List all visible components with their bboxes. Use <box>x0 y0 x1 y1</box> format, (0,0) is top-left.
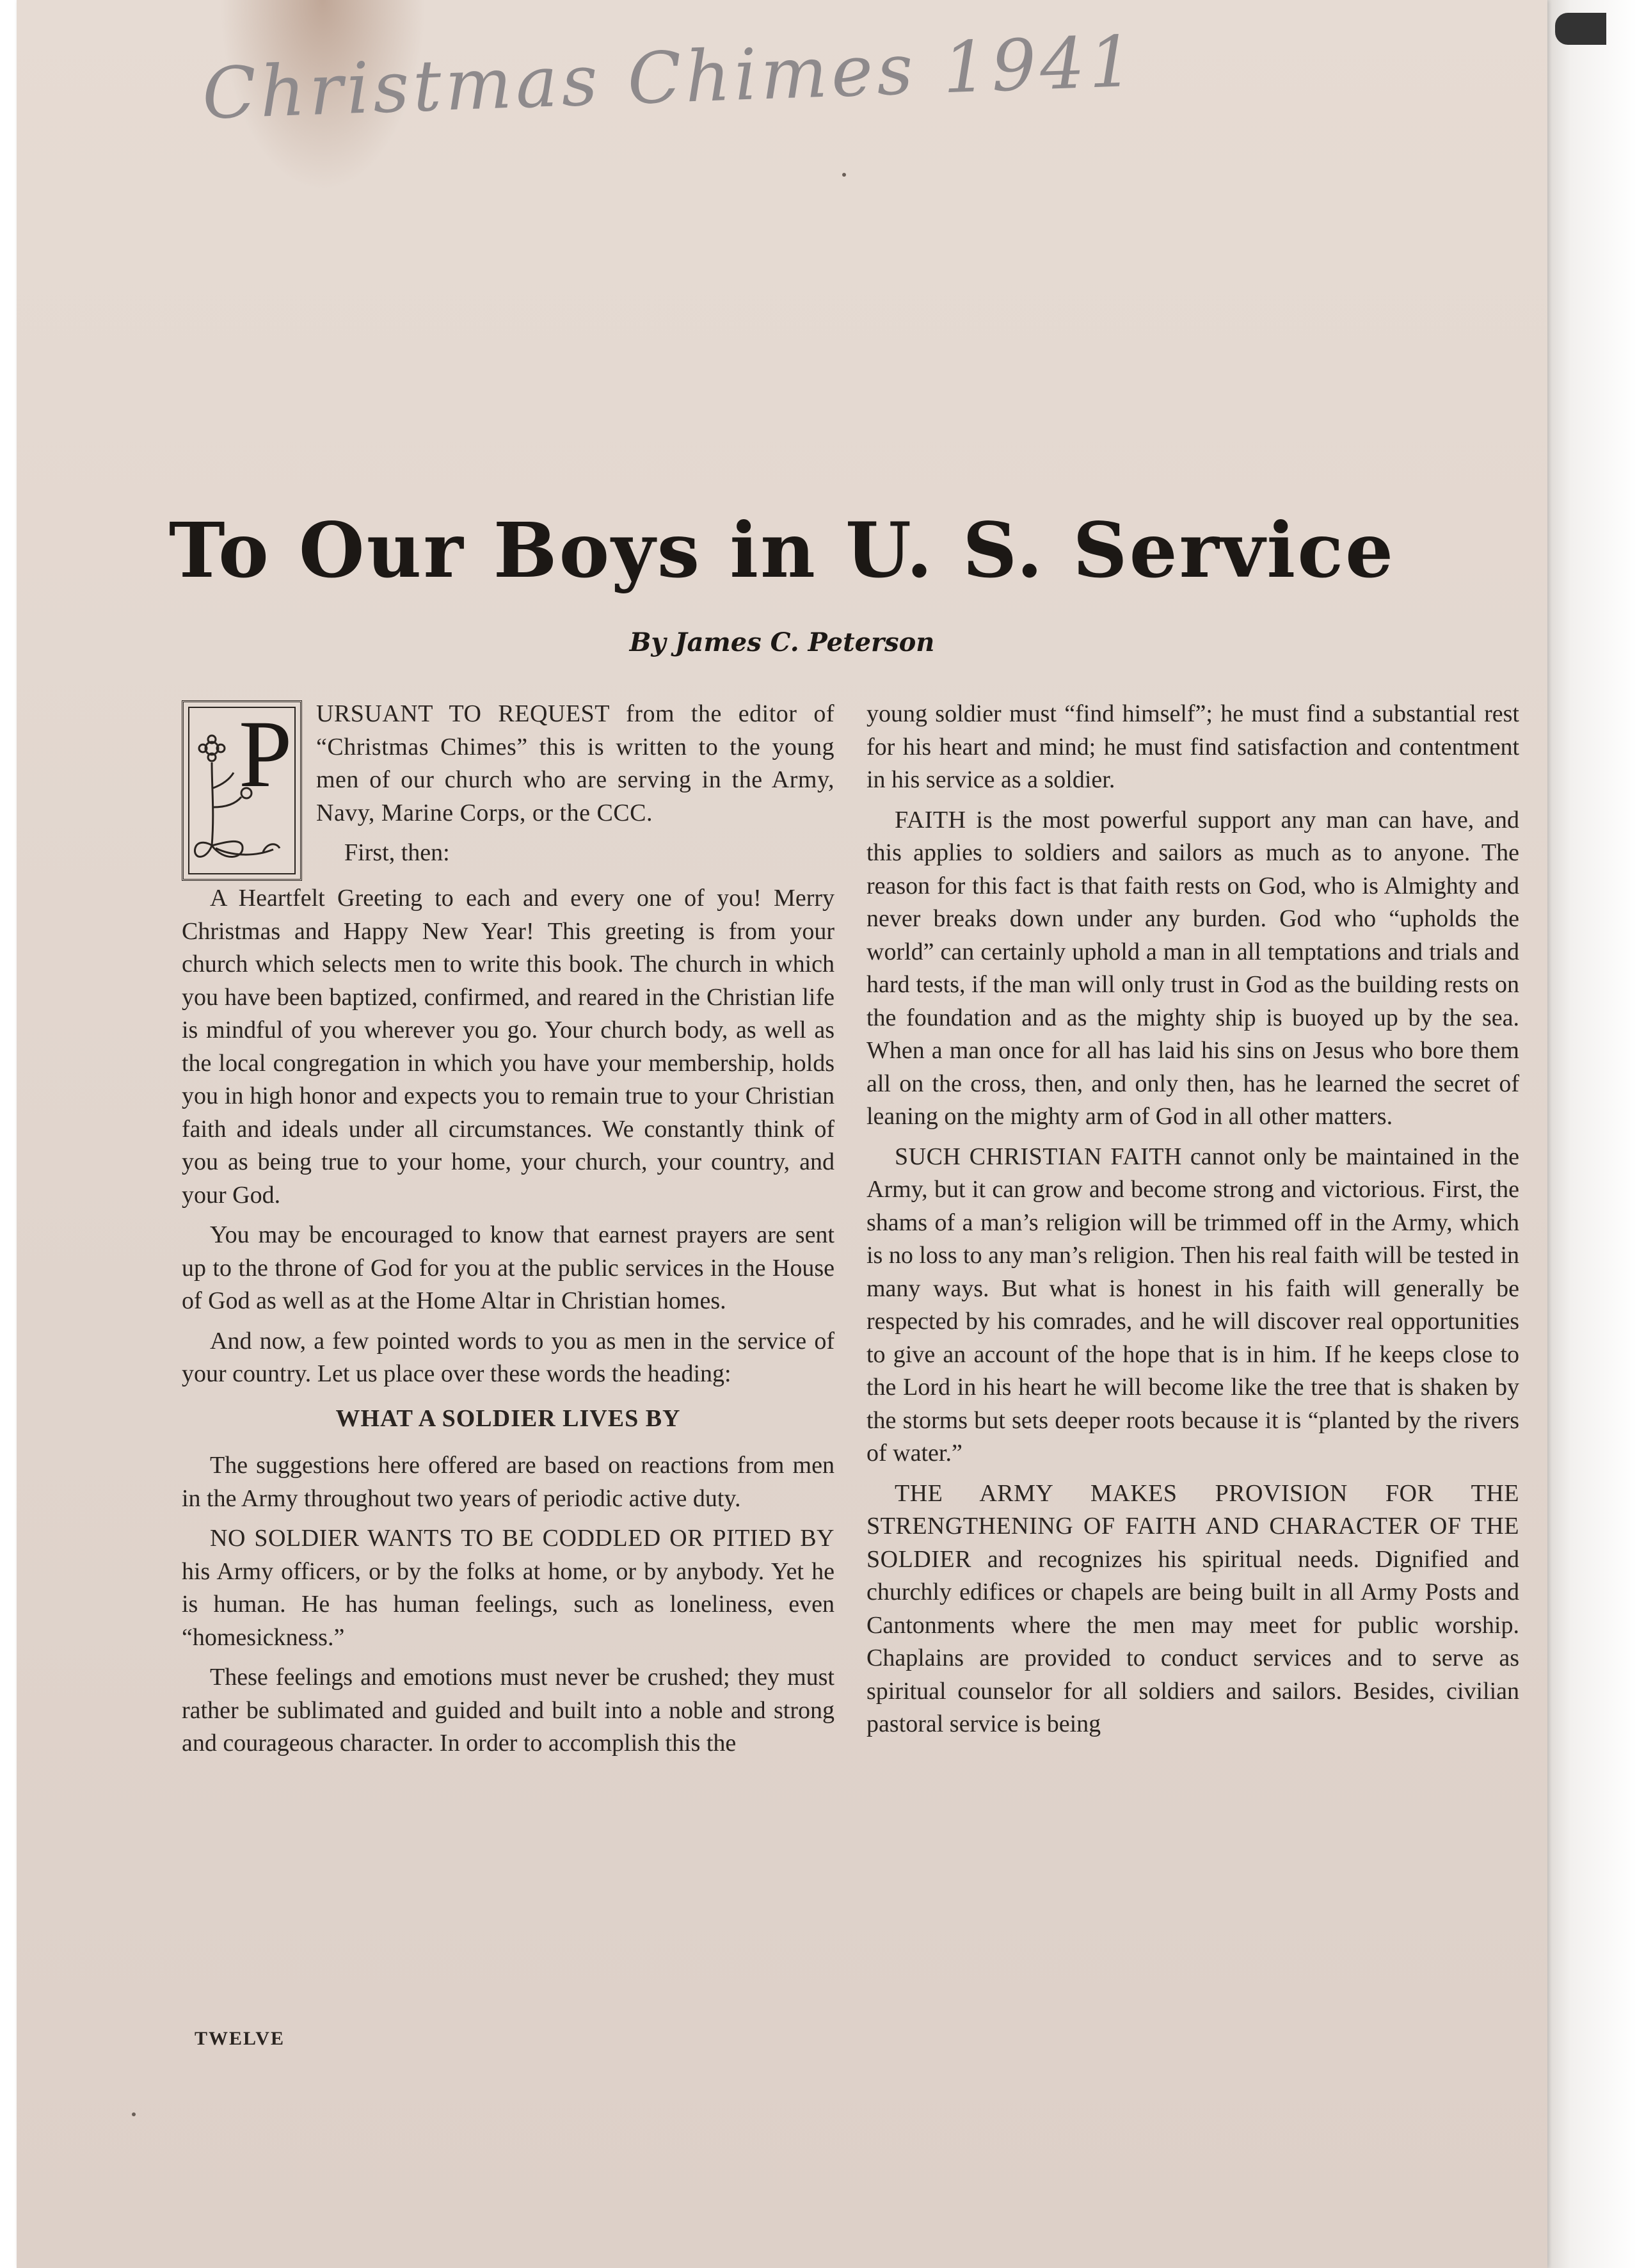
paragraph: First, then: <box>344 839 450 866</box>
lead-in-caps: SUCH CHRISTIAN FAITH <box>895 1143 1182 1170</box>
paragraph: And now, a few pointed words to you as men in the service of your country. Let us place over these words the heading: <box>182 1327 834 1387</box>
paper-speck <box>132 2112 136 2116</box>
handwritten-note: Christmas Chimes 1941 <box>200 20 1139 135</box>
paragraph: A Heartfelt Greeting to each and every one of you! Merry Christmas and Happy New Year! This greeting is from your church which selects men to write this book. The church in which you have been baptized, confirmed, and reared in the Christian life is mindful of you wherever you go. Your church body, as well as the local congregation in which you have your membership, holds you in high honor and expects you to remain true to your Christian faith and ideals under all circumstances. We constantly think of you as being true to your home, your church, your country, and your God. <box>182 885 834 1209</box>
paragraph: You may be encouraged to know that earnest prayers are sent up to the throne of God for you at the public services in the House of God as well as at the Home Altar in Christian homes. <box>182 1221 834 1314</box>
paragraph-text: is the most powerful support any man can have, and this applies to soldiers and sailors as much as to anyone. The reason for this fact is that faith rests on God, who is Almighty and never breaks down under any burden. God who “upholds the world” can certainly uphold a man in all temptations and trials and hard tests, if the man will only trust in God as the building rests on the foundation and as the mighty ship is buoyed up by the sea. When a man once for all has laid his sins on Jesus who bore them all on the cross, then, and only then, has he learned the secret of leaning on the mighty arm of God in all other matters. <box>866 806 1519 1130</box>
paragraph-text: and recognizes his spiritual needs. Dignified and churchly edifices or chapels are being built in all Army Posts and Cantonments where the men may meet for public worship. Chaplains are provided to conduct services and to serve as spiritual counselor for all soldiers and sailors. Besides, civilian pastoral service is being <box>866 1545 1519 1737</box>
scanner-background <box>1542 0 1637 2268</box>
page-number: TWELVE <box>195 2028 285 2049</box>
section-heading: WHAT A SOLDIER LIVES BY <box>335 1404 681 1432</box>
drop-cap-box <box>182 700 302 881</box>
paragraph: URSUANT TO REQUEST from the editor of “Christmas Chimes” this is written to the young men of our church who are serving in the Army, Navy, Marine Corps, or the CCC. <box>316 700 834 826</box>
lead-in-caps: NO SOLDIER WANTS TO BE CODDLED OR PITIED BY <box>210 1525 834 1552</box>
paragraph-text: cannot only be maintained in the Army, but it can grow and become strong and victorious. First, the shams of a man’s religion will be trimmed off in the Army, which is no loss to any man’s religion. Then his real faith will be tested in many ways. But what is honest in his faith will generally be respected by his comrades, and he will discover real opportunities to give an account of the hope that is in him. If he keeps close to the Lord in his heart he will become like the tree that is shaken by the storms but sets deeper roots because it is “planted by the rivers of water.” <box>866 1143 1519 1467</box>
drop-cap-letter: P <box>239 701 292 807</box>
paragraph <box>866 804 1519 1134</box>
paragraph: The suggestions here offered are based on reactions from men in the Army throughout two years of periodic active duty. <box>182 1452 834 1512</box>
binder-clip <box>1555 13 1606 45</box>
paragraph-text: his Army officers, or by the folks at home, or by anybody. Yet he is human. He has human feelings, such as loneliness, even “homesickness.” <box>182 1557 834 1651</box>
paper-speck <box>842 173 846 177</box>
paragraph <box>866 1477 1519 1741</box>
left-column <box>182 698 834 1767</box>
paragraph: young soldier must “find himself”; he must find a substantial rest for his heart and mind; he must find satisfaction and contentment in his service as a soldier. <box>866 700 1519 793</box>
article-title: To Our Boys in U. S. Service <box>168 506 1396 595</box>
lead-in-caps: THE ARMY MAKES PROVISION FOR THE STRENGTHENING OF FAITH AND CHARACTER OF THE SOLDIER <box>866 1479 1519 1573</box>
paragraph: These feelings and emotions must never be crushed; they must rather be sublimated and guided and built into a noble and strong and courageous character. In order to accomplish this the <box>182 1664 834 1757</box>
paragraph <box>866 1141 1519 1470</box>
right-column <box>866 698 1519 1748</box>
page-sheet <box>17 0 1547 2268</box>
article-byline: By James C. Peterson <box>629 627 935 657</box>
paragraph <box>182 1522 834 1654</box>
lead-in-caps: FAITH <box>895 806 966 833</box>
